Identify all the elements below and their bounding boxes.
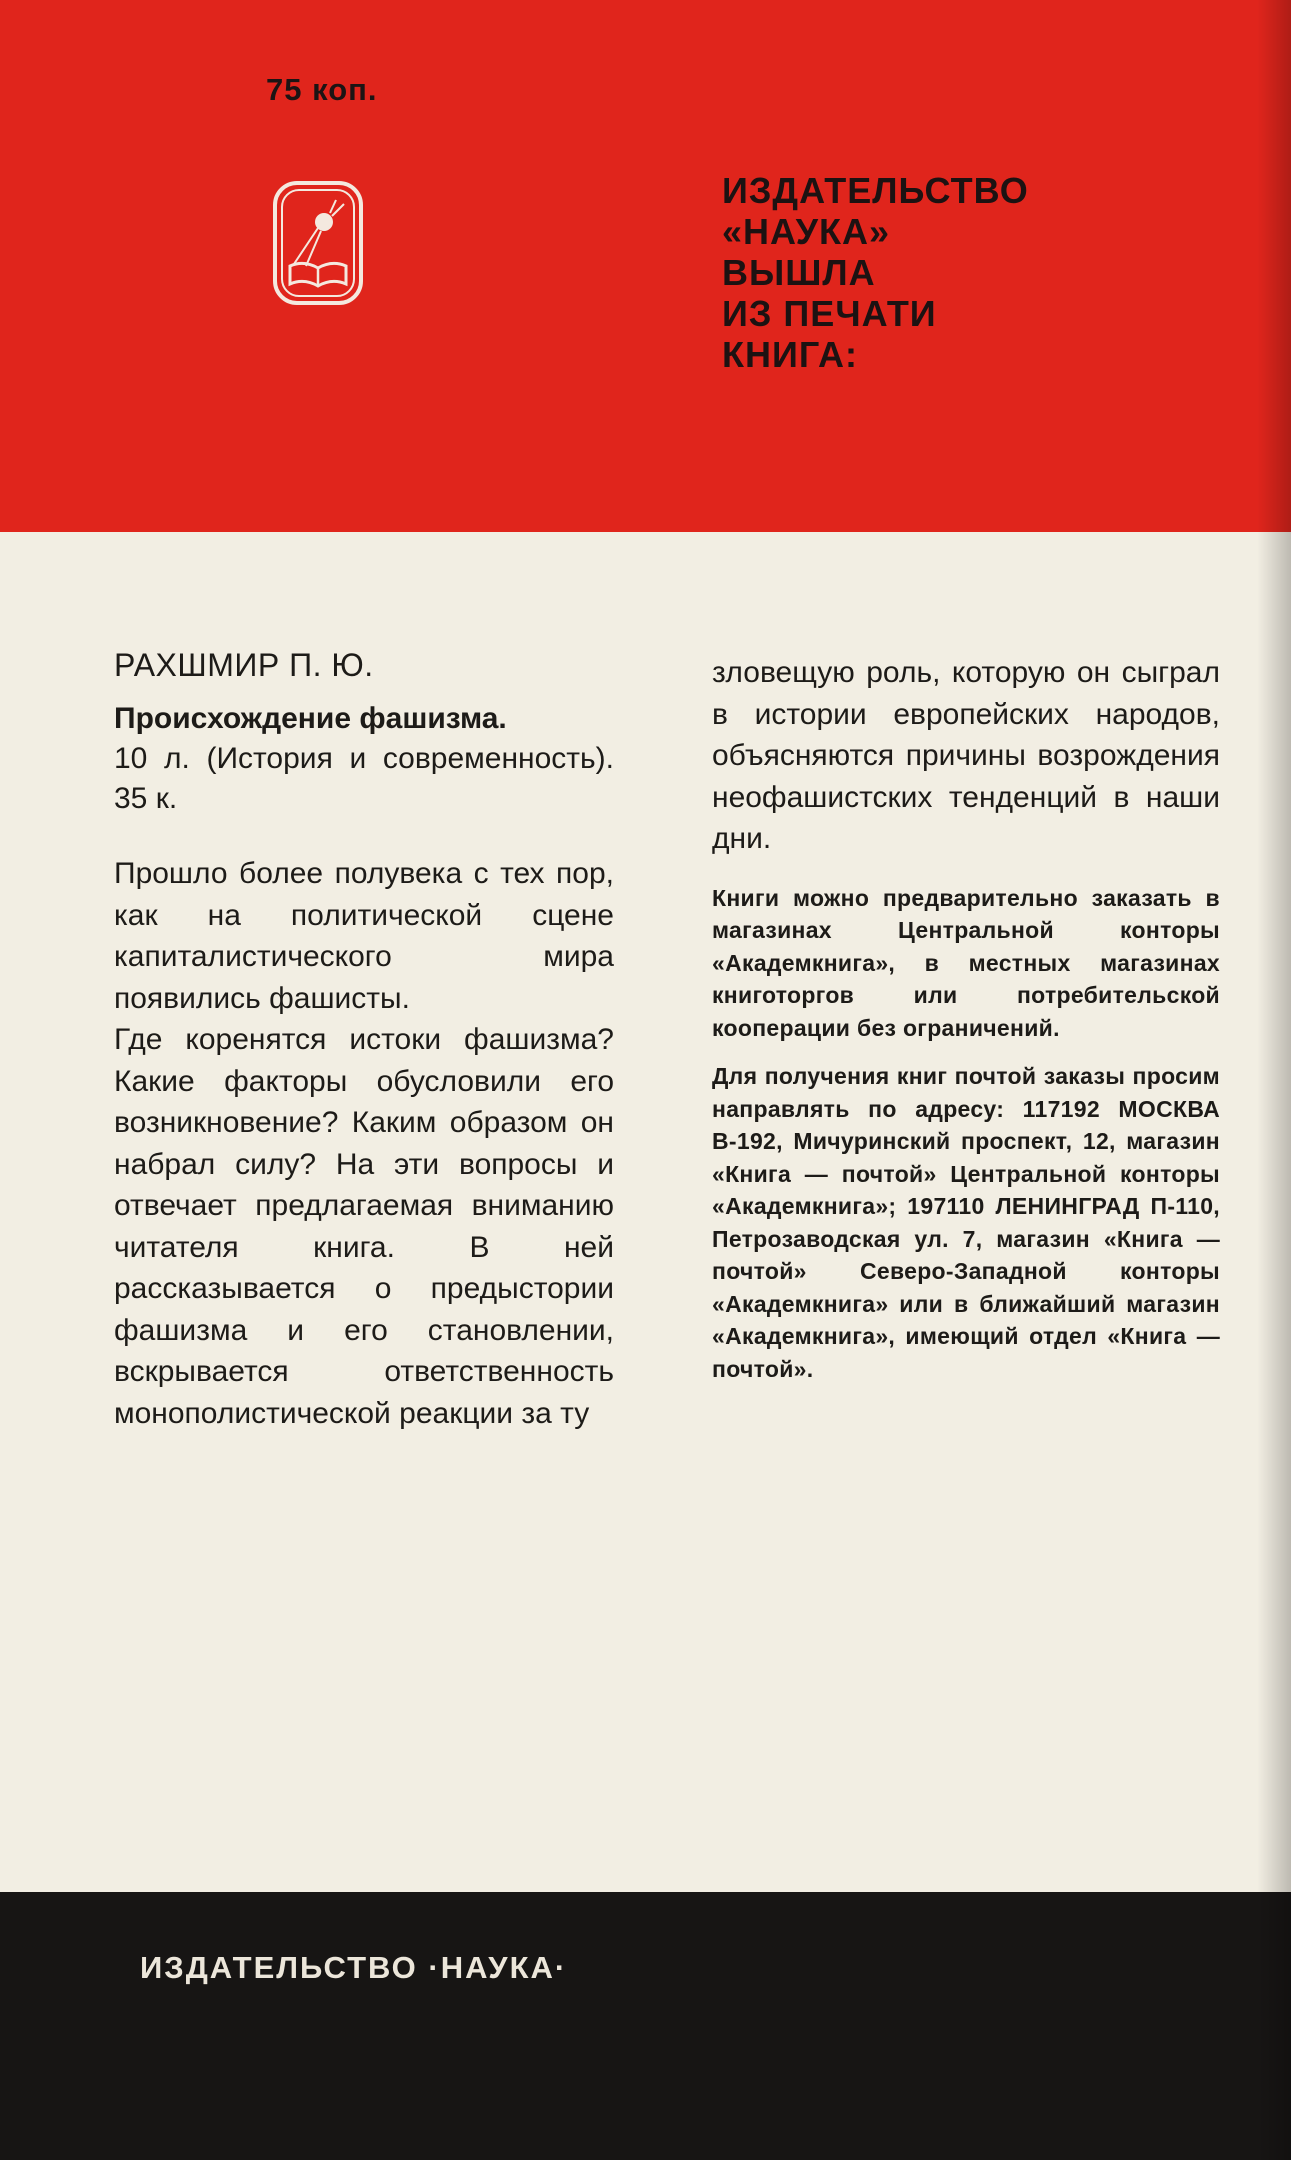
black-band bbox=[0, 1892, 1291, 2160]
book-title: Происхождение фашизма. bbox=[114, 702, 507, 735]
price-label: 75 коп. bbox=[266, 72, 378, 107]
announcement-line: «НАУКА» bbox=[722, 211, 891, 252]
announcement-line: ВЫШЛА bbox=[722, 252, 876, 293]
book-author: РАХШМИР П. Ю. bbox=[114, 647, 374, 683]
spine-shadow bbox=[1257, 0, 1291, 2160]
right-column bbox=[712, 652, 1220, 1385]
announcement bbox=[722, 170, 1029, 375]
left-column bbox=[114, 645, 614, 1434]
announcement-line: КНИГА: bbox=[722, 334, 858, 375]
book-description bbox=[114, 853, 614, 1434]
nauka-publisher-logo-icon bbox=[272, 180, 364, 306]
announcement-line: ИЗДАТЕЛЬСТВО bbox=[722, 170, 1029, 211]
preorder-info: Книги можно предварительно заказать в магазинах Центральной конторы «Академкнига», в местных магазинах книготоргов или потребительской кооперации без ограничений. bbox=[712, 884, 1220, 1041]
description-paragraph: Где коренятся истоки фашизма? Какие факторы обусловили его возникновение? Каким образом он набрал силу? На эти вопросы и отвечает предлагаемая вниманию читателя книга. В ней рассказывается о предыстории фашизма и его становлении, вскрывается ответственность монополистической реакции за ту bbox=[114, 1023, 614, 1430]
description-continuation: зловещую роль, которую он сыграл в истории европейских народов, объясняются причины возрождения неофашистских тенденций в наши дни. bbox=[712, 656, 1220, 855]
book-meta: 10 л. (История и современность). 35 к. bbox=[114, 742, 614, 815]
announcement-line: ИЗ ПЕЧАТИ bbox=[722, 293, 937, 334]
mail-order-info: Для получения книг почтой заказы просим направлять по адресу: 117192 МОСКВА В-192, Мичуринский проспект, 12, магазин «Книга — почтой» Центральной конторы «Академкнига»; 197110 ЛЕНИНГРАД П-110, Петрозаводская ул. 7, магазин «Книга — почтой» Северо-Западной конторы «Академкнига» или в ближайший магазин «Академкнига», имеющий отдел «Книга — почтой». bbox=[712, 1063, 1220, 1382]
description-paragraph: Прошло более полувека с тех пор, как на политической сцене капиталистического мира появились фашисты. bbox=[114, 857, 614, 1015]
publisher-footer: ИЗДАТЕЛЬСТВО ·НАУКА· bbox=[140, 1950, 568, 1985]
red-band bbox=[0, 0, 1291, 532]
